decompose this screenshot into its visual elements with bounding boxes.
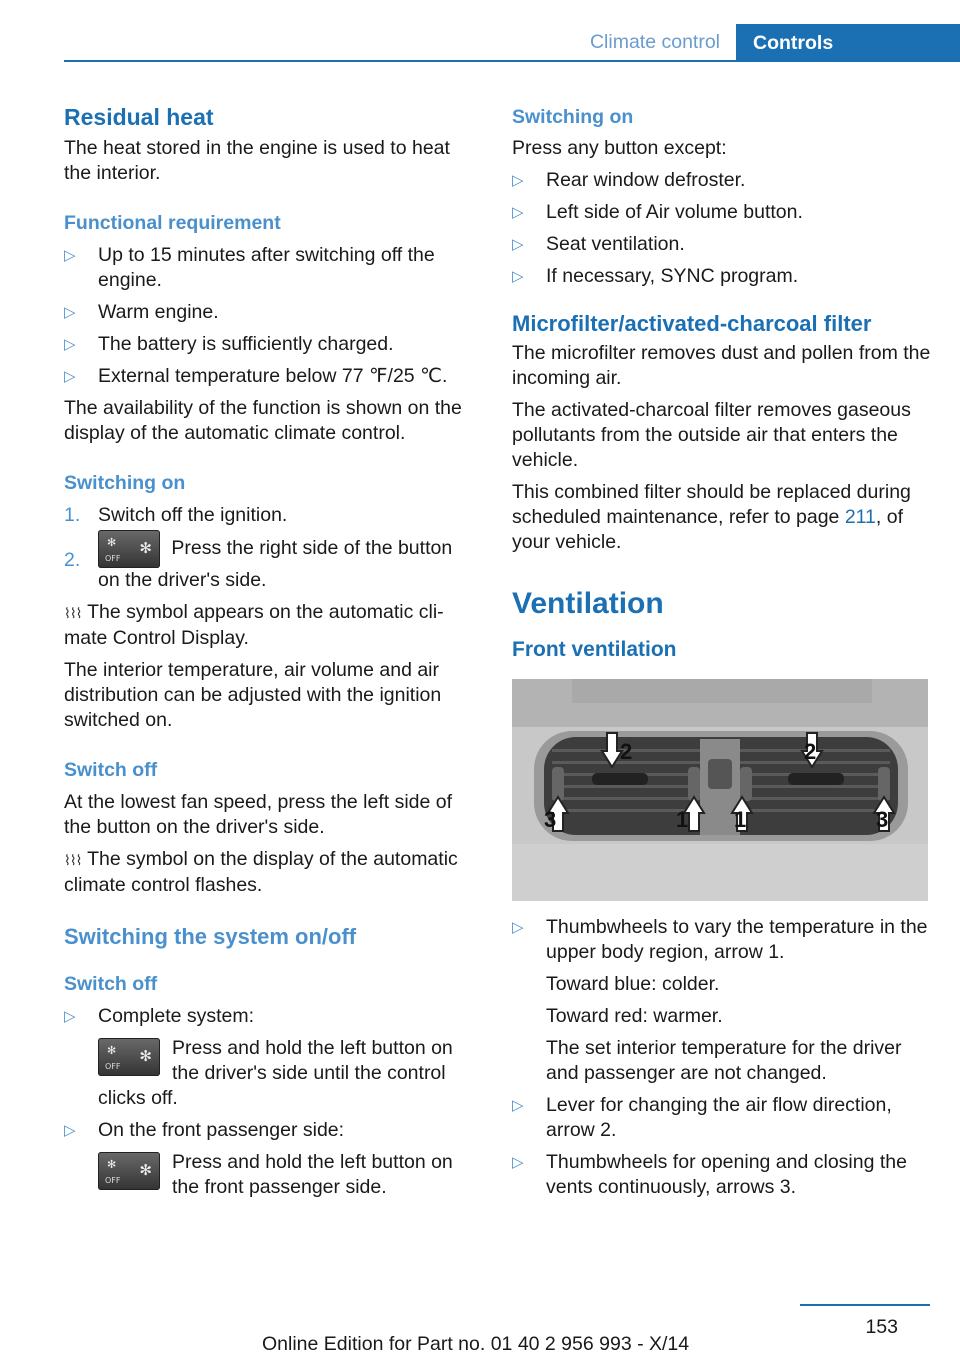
fan-icon: ✻ (107, 1158, 117, 1171)
microfilter-heading: Microfilter/activated-charcoal filter (512, 311, 872, 336)
system-on-off-heading: Switching the system on/off (64, 924, 357, 949)
list-item: ▷ Rear window defroster. (512, 169, 746, 191)
fan-icon: ✻ (139, 1161, 152, 1179)
triangle-marker-icon: ▷ (64, 247, 76, 264)
fan-icon: ✻ (107, 1044, 117, 1057)
arrow-label-3-right: 3 (876, 807, 889, 832)
page-number: 153 (865, 1316, 898, 1338)
list-item: ▷ Warm engine. (64, 301, 219, 323)
list-item: ▷ The battery is sufficiently charged. (64, 333, 394, 355)
residual-heat-text: The heat stored in the engine is used to heat the interior. (64, 137, 450, 184)
list-item: ▷ Lever for changing the air flow direction, arrow 2. (512, 1094, 892, 1141)
triangle-marker-icon: ▷ (64, 368, 76, 385)
functional-requirement-list (64, 243, 476, 389)
list-item: ▷ If necessary, SYNC program. (512, 265, 799, 287)
fan-icon: ✻ (139, 1047, 152, 1065)
residual-heat-heading: Residual heat (64, 104, 214, 130)
press-any-text: Press any button except: (512, 137, 727, 159)
switch-off-text: At the lowest fan speed, press the left side of the button on the driver's side. (64, 791, 453, 838)
triangle-marker-icon: ▷ (512, 1097, 524, 1114)
list-item: ▷ On the front passenger side: ✻ OFF ✻ Press and hold the left button on the front passenger side. (64, 1119, 453, 1198)
triangle-marker-icon: ▷ (512, 172, 524, 189)
arrow-label-1-right: 1 (734, 807, 747, 832)
climate-button-icon: ✻ OFF ✻ (98, 1152, 160, 1190)
switch-off-heading: Switch off (64, 759, 158, 781)
list-item: ▷ Left side of Air volume button. (512, 201, 803, 223)
front-ventilation-photo (512, 679, 928, 901)
symbol-appears-text: ⌇⌇⌇ The symbol appears on the automatic cli-mate Control Display. (64, 601, 444, 649)
triangle-marker-icon: ▷ (512, 204, 524, 221)
left-column (64, 102, 476, 1200)
residual-heat-symbol-icon: ⌇⌇⌇ (64, 852, 82, 868)
ventilation-heading: Ventilation (512, 587, 664, 620)
front-ventilation-heading: Front ventilation (512, 638, 677, 661)
right-column (512, 102, 932, 1200)
header-tab-controls[interactable]: Controls (736, 24, 960, 62)
list-item: ▷ Seat ventilation. (512, 233, 685, 255)
triangle-marker-icon: ▷ (64, 1122, 76, 1139)
microfilter-text-3: This combined filter should be replaced during scheduled maintenance, refer to page 211, of your vehicle. (512, 481, 911, 553)
list-item: ▷ Complete system: ✻ OFF ✻ Press and hold the left button on the driver's side until the control clicks off. (64, 1005, 453, 1109)
vent-illustration (512, 679, 928, 901)
climate-button-icon: ✻ OFF ✻ (98, 1038, 160, 1076)
microfilter-text-1: The microfilter removes dust and pollen from the incoming air. (512, 342, 931, 389)
vent-list (512, 915, 932, 1200)
step-2: 2. ✻ OFF ✻ Press the right side of the button on the driver's side. (64, 530, 476, 593)
functional-requirement-heading: Functional requirement (64, 212, 281, 234)
triangle-marker-icon: ▷ (512, 268, 524, 285)
switching-on-heading: Switching on (64, 472, 186, 494)
switch-off-heading-2: Switch off (64, 973, 158, 995)
fan-icon: ✻ (107, 536, 117, 549)
availability-text: The availability of the function is shown on the display of the automatic climate control. (64, 397, 462, 444)
switching-on-heading-right: Switching on (512, 106, 634, 128)
fan-icon: ✻ (139, 539, 152, 557)
list-item: ▷ Thumbwheels to vary the temperature in the upper body region, arrow 1. Toward blue: colder. Toward red: warmer. The set interior temperature for the driver and passenger are not changed. (512, 916, 928, 1084)
microfilter-text-2: The activated-charcoal filter removes gaseous pollutants from the outside air that enters the vehicle. (512, 399, 911, 471)
except-list (512, 168, 932, 289)
arrow-label-1-left: 1 (676, 807, 689, 832)
header-divider (64, 60, 960, 62)
residual-heat-symbol-icon: ⌇⌇⌇ (64, 605, 82, 621)
list-item: ▷ Up to 15 minutes after switching off the engine. (64, 244, 435, 291)
header-section: Climate control (589, 31, 720, 53)
list-item: ▷ External temperature below 77 ℉/25 ℃. (64, 365, 448, 387)
arrow-label-2-left: 2 (620, 739, 633, 764)
arrow-label-3-left: 3 (544, 807, 557, 832)
triangle-marker-icon: ▷ (512, 1154, 524, 1171)
triangle-marker-icon: ▷ (64, 304, 76, 321)
edition-text: Online Edition for Part no. 01 40 2 956 993 - X/14 (262, 1333, 690, 1355)
adjust-text: The interior temperature, air volume and air distribution can be adjusted with the ignition switched on. (64, 659, 442, 731)
triangle-marker-icon: ▷ (64, 336, 76, 353)
arrow-label-2-right: 2 (804, 739, 817, 764)
list-item: ▷ Thumbwheels for opening and closing the vents continuously, arrows 3. (512, 1151, 907, 1198)
triangle-marker-icon: ▷ (512, 919, 524, 936)
triangle-marker-icon: ▷ (512, 236, 524, 253)
triangle-marker-icon: ▷ (64, 1008, 76, 1025)
footer-divider (800, 1304, 930, 1306)
symbol-flashes-text: ⌇⌇⌇ The symbol on the display of the automatic climate control flashes. (64, 848, 458, 896)
page-reference-link[interactable]: 211 (844, 506, 876, 528)
climate-button-icon: ✻ OFF ✻ (98, 530, 160, 568)
step-1: 1. Switch off the ignition. (64, 504, 288, 526)
